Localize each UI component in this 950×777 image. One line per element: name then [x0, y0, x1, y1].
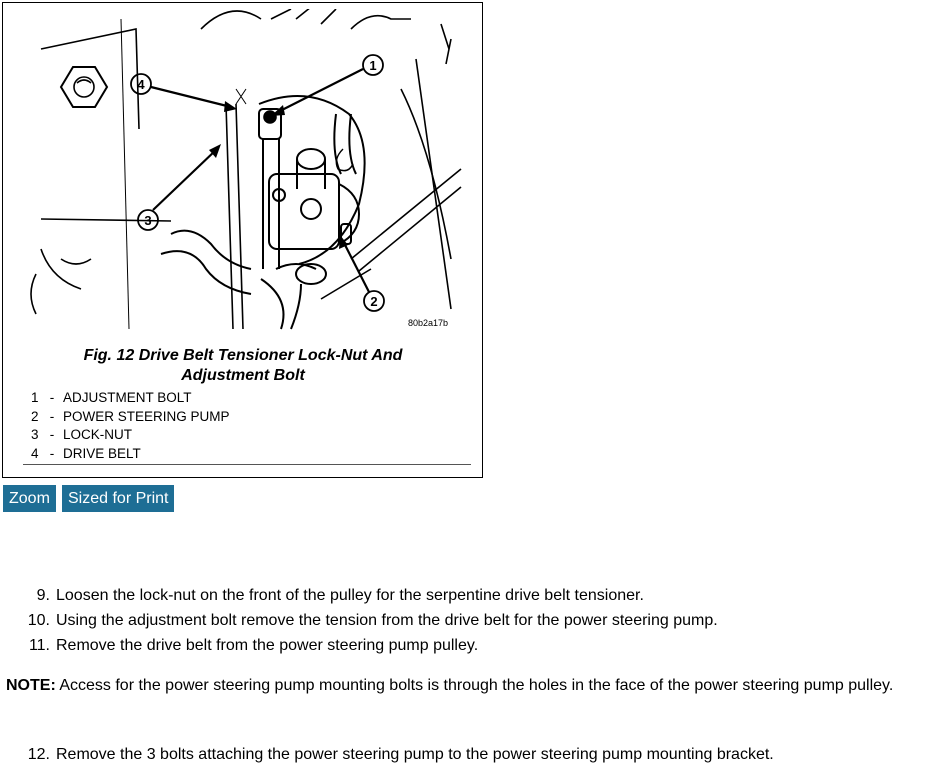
- list-item: 10. Using the adjustment bolt remove the tension from the drive belt for the power steering pump.: [27, 612, 718, 629]
- figure-image-code: 80b2a17b: [408, 318, 449, 328]
- callout-3: 3: [144, 213, 152, 228]
- figure-title: [23, 346, 463, 386]
- procedure-steps-continued: [6, 742, 774, 767]
- note-text: Access for the power steering pump mounting bolts is through the holes in the face of the power steering pump pulley.: [55, 677, 894, 694]
- callout-2: 2: [370, 294, 378, 309]
- figure-title-line-1: Fig. 12 Drive Belt Tensioner Lock-Nut And: [83, 347, 403, 364]
- figure-title-line-2: Adjustment Bolt: [181, 367, 305, 384]
- legend-item: 1 - ADJUSTMENT BOLT: [31, 390, 192, 405]
- note-label: NOTE:: [6, 677, 56, 694]
- callout-4: 4: [137, 77, 145, 92]
- list-item: 12. Remove the 3 bolts attaching the power steering pump to the power steering pump mounting bracket.: [27, 746, 774, 763]
- list-item: 9. Loosen the lock-nut on the front of the pulley for the serpentine drive belt tensioner.: [36, 587, 644, 604]
- note-paragraph: [6, 677, 893, 695]
- legend-item: 3 - LOCK-NUT: [31, 427, 133, 442]
- legend-divider: [23, 464, 471, 465]
- figure-frame: [2, 2, 483, 478]
- procedure-steps: [6, 583, 718, 658]
- sized-for-print-button[interactable]: Sized for Print: [62, 485, 174, 512]
- figure-legend: [31, 389, 230, 463]
- zoom-button[interactable]: Zoom: [3, 485, 56, 512]
- drive-belt-tensioner-illustration: [21, 9, 466, 334]
- legend-item: 4 - DRIVE BELT: [31, 445, 141, 461]
- list-item: 11. Remove the drive belt from the power steering pump pulley.: [28, 637, 479, 654]
- legend-item: 2 - POWER STEERING PUMP: [31, 408, 230, 424]
- callout-1: 1: [369, 58, 377, 73]
